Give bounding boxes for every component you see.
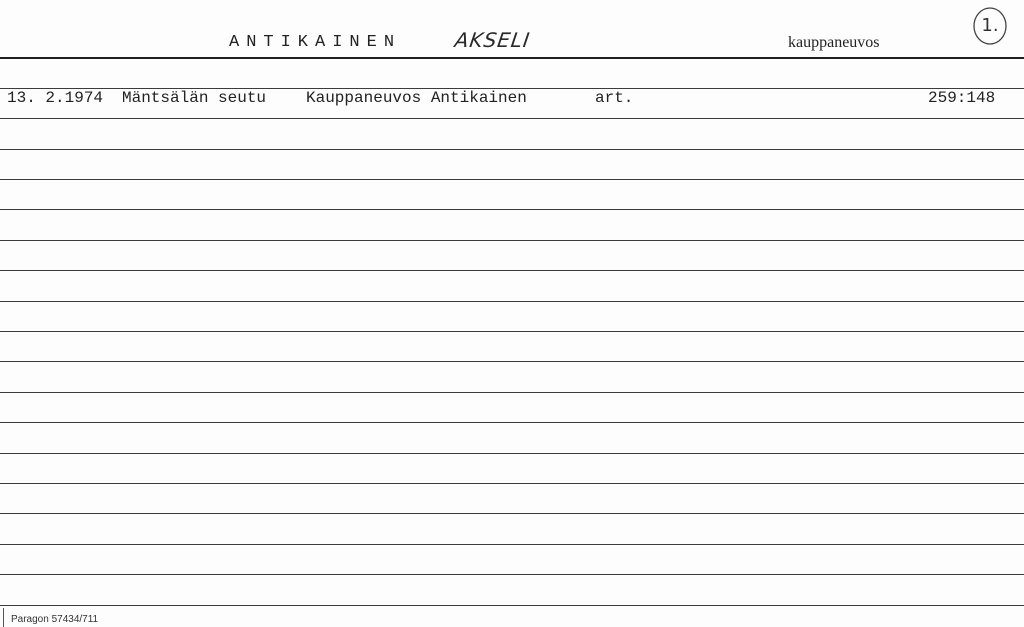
ruled-line [0,574,1024,575]
ruled-line [0,209,1024,210]
ruled-line [0,392,1024,393]
occupation-title: kauppaneuvos [788,34,880,51]
handwritten-firstname: AKSELI [453,28,532,52]
ruled-line [0,270,1024,271]
ruled-line [0,513,1024,514]
ruled-line [0,149,1024,150]
header-rule [0,57,1024,59]
ruled-line [0,422,1024,423]
entry-reference: 259:148 [928,89,996,107]
ruled-line [0,605,1024,606]
ruled-line [0,483,1024,484]
entry-place: Mäntsälän seutu [122,89,267,107]
surname-heading: ANTIKAINEN [229,33,402,52]
entry-text: Kauppaneuvos Antikainen [306,89,527,107]
ruled-line [0,331,1024,332]
card-number: 1. [981,15,999,36]
card-number-circle [972,6,1008,46]
ruled-line [0,118,1024,119]
ruled-line [0,544,1024,545]
ruled-line [0,301,1024,302]
entry-date: 13. 2.1974 [7,89,104,107]
ruled-line [0,453,1024,454]
ruled-line [0,240,1024,241]
ruled-line [0,361,1024,362]
margin-tick [3,608,4,627]
entry-type: art. [595,89,634,107]
ruled-line [0,179,1024,180]
printer-mark: Paragon 57434/711 [11,614,99,625]
